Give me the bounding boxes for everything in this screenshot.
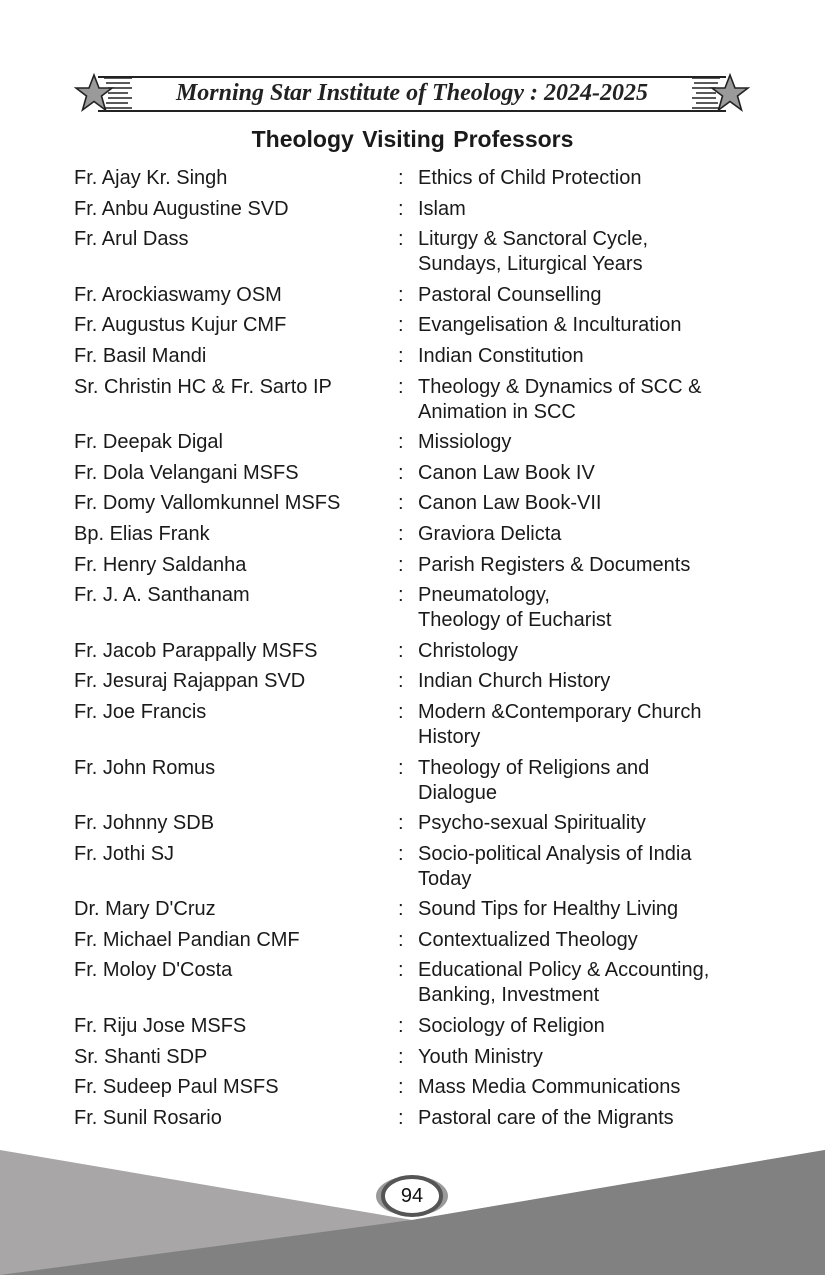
separator: : [398,1045,404,1068]
professor-row [74,700,754,750]
professor-row [74,491,754,516]
professor-list [74,166,754,1136]
professor-row [74,1014,754,1039]
separator: : [398,756,404,779]
subject [418,1045,754,1070]
professor-row [74,283,754,308]
separator: : [398,812,404,835]
professor-name: Fr. Deepak Digal [74,431,223,454]
subject-line-continued: Banking, Investment [418,984,600,1007]
subject [418,197,754,222]
subject-line-continued: Sundays, Liturgical Years [418,253,643,276]
professor-name: Fr. Domy Vallomkunnel MSFS [74,492,341,515]
separator: : [398,584,404,607]
subject [418,227,754,277]
professor-row [74,313,754,338]
subject-line: Missiology [418,431,512,454]
subject-line: Mass Media Communications [418,1076,681,1099]
professor-row [74,669,754,694]
professor-row [74,461,754,486]
subject [418,1075,754,1100]
subject-line: Educational Policy & Accounting, [418,959,710,982]
subject-line: Contextualized Theology [418,928,638,951]
subject-line: Evangelisation & Inculturation [418,314,682,337]
separator: : [398,228,404,251]
professor-row [74,1045,754,1070]
professor-name: Fr. Johnny SDB [74,812,215,835]
subject-line: Youth Ministry [418,1045,543,1068]
professor-name: Fr. Jacob Parappally MSFS [74,639,318,662]
separator: : [398,553,404,576]
professor-name: Fr. John Romus [74,756,216,779]
subject [418,1014,754,1039]
professor-name: Fr. Jothi SJ [74,842,175,865]
subject [418,583,754,633]
subject-line: Canon Law Book-VII [418,492,602,515]
separator: : [398,522,404,545]
professor-name: Fr. Henry Saldanha [74,553,247,576]
professor-row [74,553,754,578]
separator: : [398,492,404,515]
professor-row [74,375,754,425]
subject-line: Indian Constitution [418,344,584,367]
separator: : [398,1015,404,1038]
separator: : [398,1076,404,1099]
professor-row [74,344,754,369]
subject [418,1106,754,1131]
subject [418,166,754,191]
professor-row [74,811,754,836]
subject [418,491,754,516]
subject [418,897,754,922]
separator: : [398,283,404,306]
subject-line: Theology & Dynamics of SCC & [418,375,702,398]
subject-line: Ethics of Child Protection [418,167,642,189]
subject [418,522,754,547]
separator: : [398,431,404,454]
professor-row [74,639,754,664]
subject-line: Pneumatology, [418,584,550,607]
banner-title: Morning Star Institute of Theology : 2024-2025 [175,80,649,106]
professor-name: Fr. Joe Francis [74,700,207,723]
professor-name: Fr. Basil Mandi [74,344,207,367]
professor-row [74,166,754,191]
subject-line: Liturgy & Sanctoral Cycle, [418,228,649,251]
separator: : [398,670,404,693]
subject-line: Sociology of Religion [418,1015,605,1038]
professor-row [74,227,754,277]
professor-row [74,897,754,922]
separator: : [398,928,404,951]
header-banner [74,72,750,114]
subject [418,842,754,892]
professor-name: Fr. Sudeep Paul MSFS [74,1076,279,1099]
separator: : [398,1106,404,1129]
subject-line: Canon Law Book IV [418,461,595,484]
subject [418,700,754,750]
subject-line-continued: Theology of Eucharist [418,609,612,632]
professor-name: Fr. Arul Dass [74,228,189,251]
professor-name: Fr. J. A. Santhanam [74,584,250,607]
professor-name: Fr. Moloy D'Costa [74,959,233,982]
subject-line: Islam [418,197,466,220]
subject [418,811,754,836]
professor-name: Fr. Dola Velangani MSFS [74,461,299,484]
subject [418,756,754,806]
subject [418,928,754,953]
subject-line: Pastoral care of the Migrants [418,1106,674,1129]
separator: : [398,639,404,662]
subject [418,375,754,425]
separator: : [398,375,404,398]
professor-name: Fr. Riju Jose MSFS [74,1015,247,1038]
subject [418,283,754,308]
subject [418,639,754,664]
subject-line: Graviora Delicta [418,522,562,545]
professor-row [74,430,754,455]
professor-row [74,1106,754,1131]
subject-line: Pastoral Counselling [418,283,602,306]
professor-name: Fr. Arockiaswamy OSM [74,283,282,306]
professor-name: Fr. Sunil Rosario [74,1106,222,1129]
professor-row [74,756,754,806]
professor-row [74,583,754,633]
separator: : [398,959,404,982]
separator: : [398,461,404,484]
professor-row [74,197,754,222]
professor-name: Fr. Ajay Kr. Singh [74,167,228,189]
subject-line: Sound Tips for Healthy Living [418,898,679,921]
professor-name: Dr. Mary D'Cruz [74,898,216,921]
professor-name: Sr. Shanti SDP [74,1045,208,1068]
professor-row [74,522,754,547]
subject [418,344,754,369]
subject-line: Psycho-sexual Spirituality [418,812,646,835]
subject-line: Modern &Contemporary Church [418,700,702,723]
subject-line: Parish Registers & Documents [418,553,691,576]
subject [418,669,754,694]
professor-row [74,928,754,953]
subject [418,553,754,578]
professor-name: Bp. Elias Frank [74,522,210,545]
subject-line-continued: History [418,725,481,748]
subject-line: Indian Church History [418,670,611,693]
separator: : [398,167,404,189]
professor-name: Sr. Christin HC & Fr. Sarto IP [74,375,332,398]
subject [418,958,754,1008]
subject [418,313,754,338]
subject-line: Socio-political Analysis of India [418,842,692,865]
professor-name: Fr. Augustus Kujur CMF [74,314,287,337]
separator: : [398,898,404,921]
separator: : [398,842,404,865]
subject-line: Theology of Religions and [418,756,650,779]
professor-name: Fr. Anbu Augustine SVD [74,197,289,220]
subject-line-continued: Today [418,867,472,890]
separator: : [398,314,404,337]
subject [418,430,754,455]
separator: : [398,700,404,723]
professor-name: Fr. Jesuraj Rajappan SVD [74,670,306,693]
subject-line-continued: Animation in SCC [418,400,576,423]
separator: : [398,197,404,220]
professor-row [74,958,754,1008]
separator: : [398,344,404,367]
page-title: Theology Visiting Professors [251,126,574,152]
professor-row [74,842,754,892]
page-number: 94 [400,1185,424,1207]
professor-row [74,1075,754,1100]
professor-name: Fr. Michael Pandian CMF [74,928,300,951]
subject-line: Christology [418,639,519,662]
subject [418,461,754,486]
subject-line-continued: Dialogue [418,781,497,804]
